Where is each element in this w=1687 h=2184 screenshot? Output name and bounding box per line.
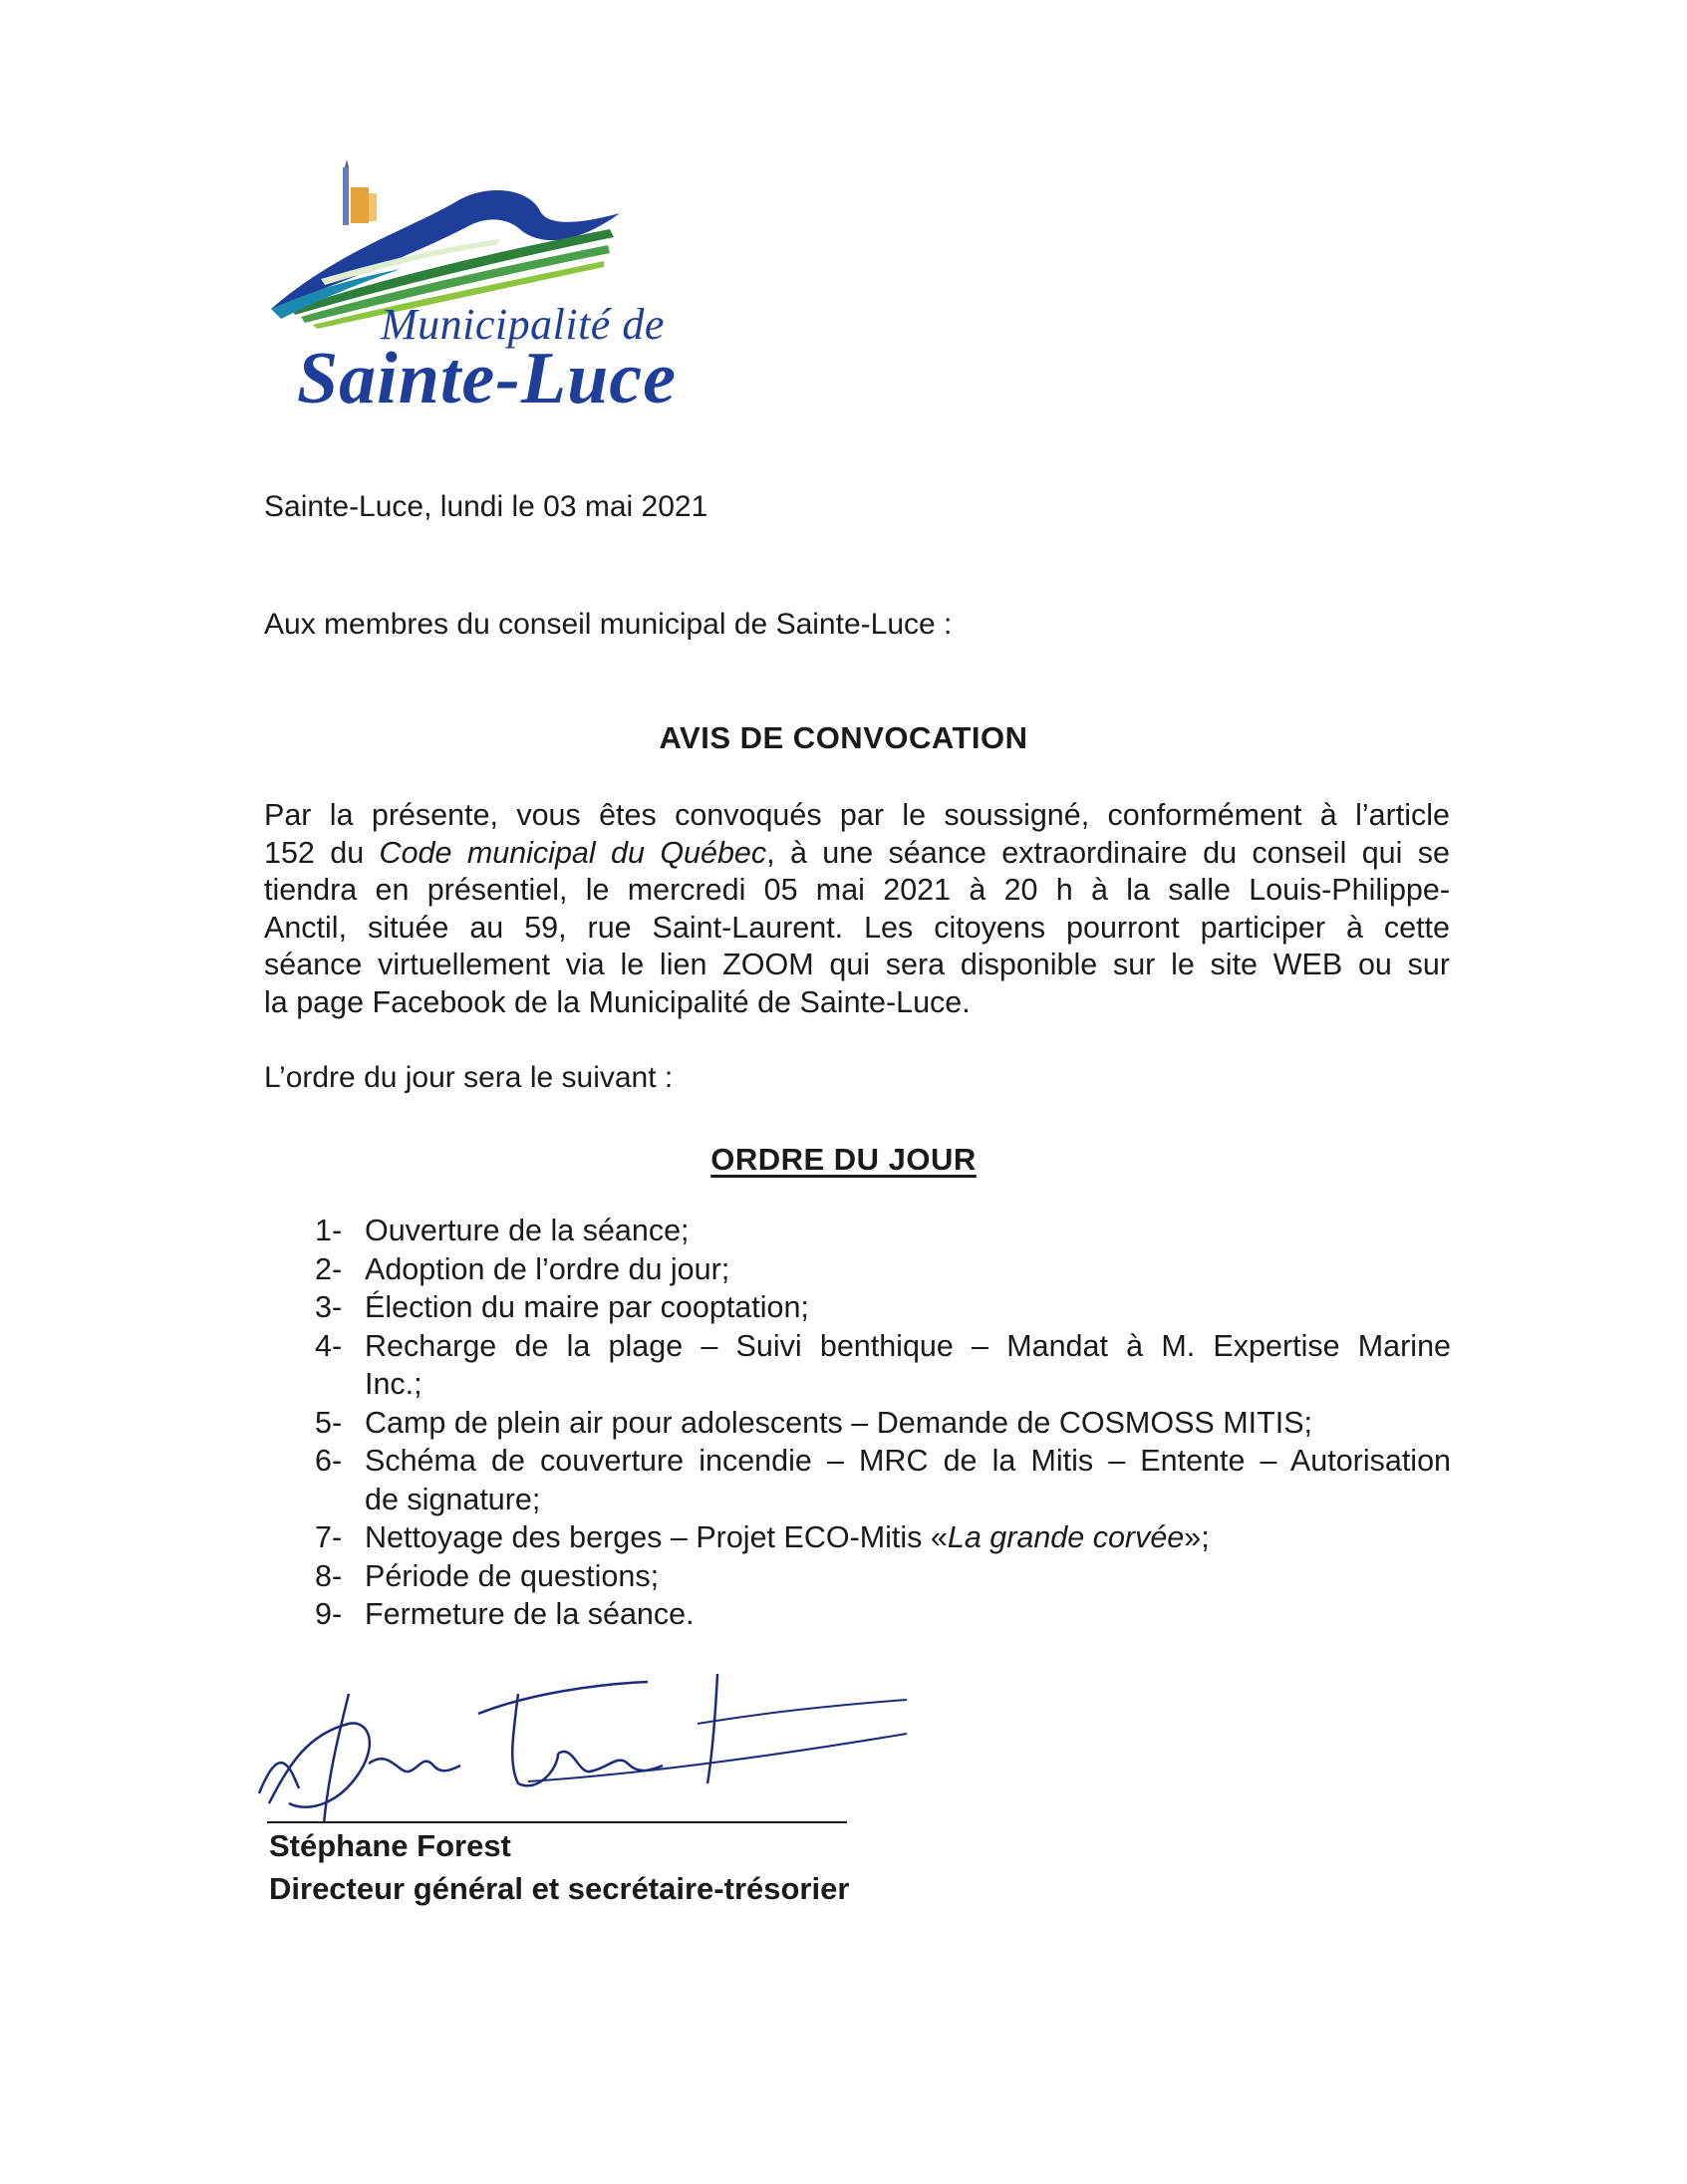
handwritten-signature [229, 1654, 927, 1833]
date-line: Sainte-Luce, lundi le 03 mai 2021 [264, 490, 708, 523]
body-line: 152 du Code municipal du Québec, à une séance extraordinaire du conseil qui se [264, 835, 1450, 870]
body-paragraph [264, 797, 1450, 1021]
signer-name: Stéphane Forest [269, 1828, 511, 1863]
body-line: Par la présente, vous êtes convoqués par le soussigné, conformément à l’article [264, 798, 1450, 832]
agenda-item: 3- Élection du maire par cooptation; [315, 1290, 809, 1324]
body-line: séance virtuellement via le lien ZOOM qui sera disponible sur le site WEB ou sur [264, 948, 1450, 981]
municipality-logo [261, 159, 719, 448]
agenda-item: 5- Camp de plein air pour adolescents – Demande de COSMOSS MITIS; [315, 1405, 1313, 1440]
agenda-item: 8- Période de questions; [315, 1558, 660, 1593]
agenda-item: 9- Fermeture de la séance. [315, 1597, 695, 1631]
agenda-item: 1- Ouverture de la séance; [315, 1214, 690, 1247]
greeting: Aux membres du conseil municipal de Sainte-Luce : [264, 608, 953, 641]
agenda-item: 6- Schéma de couverture incendie – MRC de la Mitis – Entente – Autorisation de signature; [315, 1444, 1451, 1516]
signer-title: Directeur général et secrétaire-trésorier [269, 1871, 850, 1906]
body-line: tiendra en présentiel, le mercredi 05 mai 2021 à 20 h à la salle Louis-Philippe- [264, 873, 1450, 907]
body-line: la page Facebook de la Municipalité de Sainte-Luce. [264, 984, 971, 1019]
code-reference: Code municipal du Québec [379, 835, 767, 870]
agenda-item: 2- Adoption de l’ordre du jour; [315, 1251, 730, 1286]
signature-line [267, 1821, 847, 1823]
agenda-item: 7- Nettoyage des berges – Projet ECO-Mitis «La grande corvée»; [315, 1520, 1210, 1554]
agenda-list [315, 1212, 1451, 1634]
logo-text-line1: Municipalité de [381, 300, 665, 349]
agenda-title: ORDRE DU JOUR [710, 1142, 977, 1177]
body-line: Anctil, située au 59, rue Saint-Laurent. Les citoyens pourront participer à cette [264, 910, 1450, 945]
agenda-item: 4- Recharge de la plage – Suivi benthique – Mandat à M. Expertise Marine Inc.; [315, 1328, 1451, 1401]
agenda-intro: L’ordre du jour sera le suivant : [264, 1061, 674, 1094]
notice-title: AVIS DE CONVOCATION [659, 720, 1028, 755]
logo-text-line2: Sainte-Luce [297, 338, 677, 419]
